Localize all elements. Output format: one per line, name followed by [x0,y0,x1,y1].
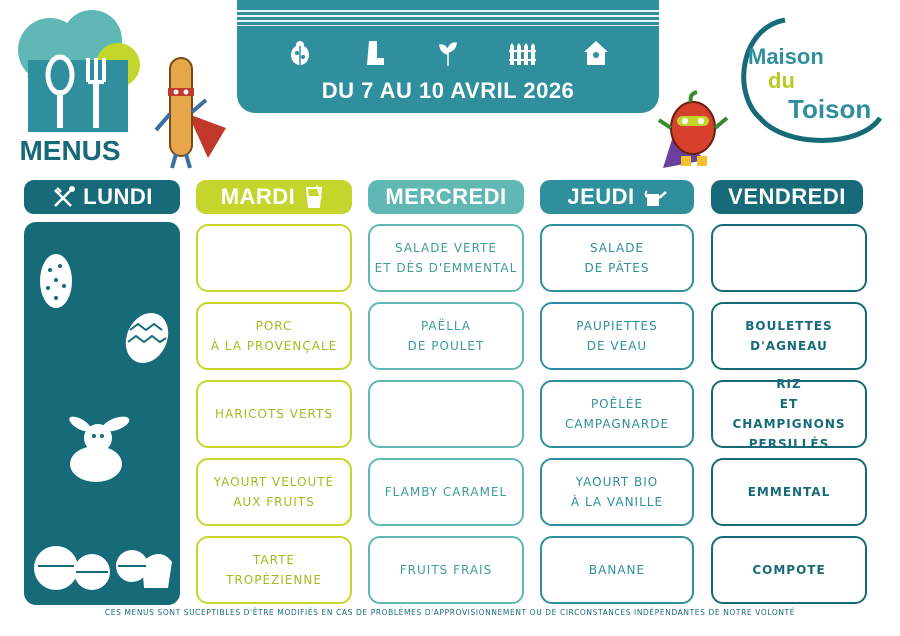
baguette-mascot-icon [148,54,228,172]
glass-icon [301,184,327,210]
menu-cell-jeudi-1 [540,224,694,292]
date-range: DU 7 AU 10 AVRIL 2026 [321,78,575,103]
menu-item-text: POÊLÉE [590,397,644,411]
menu-item-text: TROPÉZIENNE [226,573,322,587]
chef-hat-icon [10,10,145,140]
menu-item-text: CHAMPIGNONS PERSILLÉS [732,417,846,451]
maison-du-toison-logo [730,8,890,163]
menu-item-text: PAUPIETTES [576,319,658,333]
menu-item-text: FLAMBY CARAMEL [384,485,508,499]
plant-icon [433,38,463,68]
day-header-mardi [196,180,352,214]
day-header-lundi [24,180,180,214]
menu-cell-mercredi-5 [368,536,524,604]
menu-cell-vendredi-5 [711,536,867,604]
ladybug-icon [285,38,315,68]
day-label-jeudi: JEUDI [567,184,635,209]
menu-item-text: YAOURT BIO [575,475,659,489]
logo-ring-icon [730,8,890,163]
menus-logo [10,10,145,170]
day-label-lundi: LUNDI [83,184,153,209]
menu-cell-mardi-3 [196,380,352,448]
day-header-mercredi [368,180,524,214]
logo-line2: du [768,68,795,93]
day-header-vendredi [711,180,863,214]
birdhouse-icon [581,38,611,68]
boot-icon [359,38,389,68]
menu-cell-mardi-1 [196,224,352,292]
disclaimer-footer: CES MENUS SONT SUCEPTIBLES D'ÊTRE MODIFIÉS EN CAS DE PROBLÈMES D'APPROVISIONNEMENT OU DE CIRCONSTANCES INDÉPENDANTES DE NOTRE VOLONTÉ [104,608,796,617]
menu-item-text: BANANE [588,563,646,577]
pepper-mascot-icon [655,90,730,175]
menu-item-text: CAMPAGNARDE [564,417,670,431]
menu-item-text: SALADE VERTE [394,241,498,255]
menu-cell-vendredi-1 [711,224,867,292]
menu-item-text: RIZ [776,377,802,391]
menu-item-text: AUX FRUITS [233,495,315,509]
menu-cell-mercredi-1 [368,224,524,292]
day-label-vendredi: VENDREDI [728,184,846,209]
menu-item-text: PAËLLA [420,319,472,333]
menu-item-text: ET [779,397,799,411]
menu-cell-mardi-4 [196,458,352,526]
menu-cell-mardi-2 [196,302,352,370]
menu-item-text: YAOURT VELOUTÉ [213,475,335,489]
menu-item-text: SALADE [589,241,645,255]
menu-cell-jeudi-5 [540,536,694,604]
menu-cell-mercredi-2 [368,302,524,370]
header-banner [237,0,659,113]
bunny-icon [64,414,136,484]
menu-item-text: D'AGNEAU [750,339,828,353]
menu-item-text: TARTE [253,553,295,567]
menu-cell-mardi-5 [196,536,352,604]
menu-cell-mercredi-4 [368,458,524,526]
day-label-mercredi: MERCREDI [385,184,507,209]
menu-cell-vendredi-3 [711,377,867,451]
menu-item-text: EMMENTAL [747,485,831,499]
menu-item-text: BOULETTES [745,319,833,333]
fence-icon [507,38,537,68]
watering-can-icon [641,184,667,210]
day-header-jeudi [540,180,694,214]
menu-cell-jeudi-4 [540,458,694,526]
easter-egg-icon [38,252,74,310]
menu-item-text: À LA VANILLE [570,495,664,509]
menu-item-text: PORC [255,319,293,333]
striped-egg-icon [124,310,170,366]
menu-item-text: DE VEAU [586,339,648,353]
menu-item-text: DE POULET [407,339,485,353]
day-label-mardi: MARDI [220,184,296,209]
menu-item-text: HARICOTS VERTS [215,407,333,421]
logo-line1: Maison [748,44,824,69]
menu-cell-vendredi-4 [711,458,867,526]
banner-icons [237,38,659,68]
menu-cell-jeudi-2 [540,302,694,370]
menu-item-text: COMPOTE [752,563,826,577]
banner-stripes [237,10,659,26]
menu-item-text: DE PÂTES [584,261,650,275]
monday-panel [24,222,180,605]
menu-item-text: ET DÈS D'EMMENTAL [374,261,518,275]
menu-cell-mercredi-3 [368,380,524,448]
menu-item-text: FRUITS FRAIS [399,563,493,577]
cutlery-icon [51,184,77,210]
menus-title: MENUS [19,135,121,166]
egg-basket-icon [32,542,180,592]
menu-cell-jeudi-3 [540,380,694,448]
menu-item-text: À LA PROVENÇALE [210,339,338,353]
menu-cell-vendredi-2 [711,302,867,370]
logo-line3: Toison [788,94,872,124]
